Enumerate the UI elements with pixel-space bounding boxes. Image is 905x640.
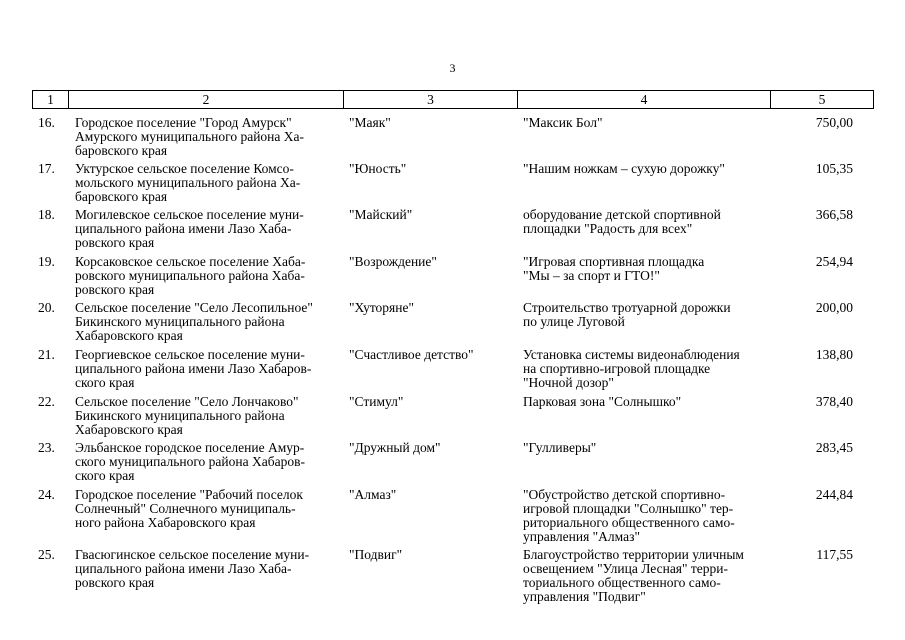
column-header-1: 1 — [33, 91, 69, 109]
row-number: 24. — [38, 487, 55, 502]
column-header-5: 5 — [771, 91, 874, 109]
settlement-name: Корсаковское сельское поселение Хаба- ровского муниципального района Хаба- ровского края — [75, 254, 306, 297]
tos-name: "Подвиг" — [349, 547, 403, 562]
tos-name: "Дружный дом" — [349, 440, 441, 455]
amount: 105,35 — [815, 161, 853, 176]
amount: 244,84 — [815, 487, 853, 502]
table-row — [0, 208, 905, 255]
column-header-row — [33, 91, 874, 109]
settlement-name: Георгиевское сельское поселение муни- ципального района имени Лазо Хабаров- ского края — [75, 347, 312, 390]
column-header-3: 3 — [344, 91, 518, 109]
tos-name: "Возрождение" — [349, 254, 437, 269]
settlement-name: Сельское поселение "Село Лесопильное" Бикинского муниципального района Хабаровского края — [75, 300, 313, 343]
table-row — [0, 488, 905, 548]
project-name: "Гулливеры" — [523, 440, 597, 455]
row-number: 23. — [38, 440, 55, 455]
row-number: 17. — [38, 161, 55, 176]
row-number: 19. — [38, 254, 55, 269]
project-name: "Обустройство детской спортивно- игровой площадки "Солнышко" тер- риториального общественного само- управления "Алмаз" — [523, 487, 735, 544]
tos-name: "Майский" — [349, 207, 413, 222]
settlement-name: Городское поселение "Город Амурск" Амурского муниципального района Ха- баровского края — [75, 115, 304, 158]
amount: 378,40 — [815, 394, 853, 409]
table-row — [0, 116, 905, 162]
table-row — [0, 301, 905, 348]
amount: 750,00 — [815, 115, 853, 130]
amount: 200,00 — [815, 300, 853, 315]
project-name: оборудование детской спортивной площадки "Радость для всех" — [523, 207, 721, 236]
tos-name: "Стимул" — [349, 394, 404, 409]
table-body — [0, 116, 905, 608]
column-header-4: 4 — [518, 91, 771, 109]
project-name: Строительство тротуарной дорожки по улице Луговой — [523, 300, 731, 329]
project-name: "Игровая спортивная площадка "Мы – за спорт и ГТО!" — [523, 254, 705, 283]
table-row — [0, 348, 905, 395]
row-number: 21. — [38, 347, 55, 362]
project-name: "Нашим ножкам – сухую дорожку" — [523, 161, 725, 176]
project-name: Благоустройство территории уличным освещением "Улица Лесная" терри- ториального общественного само- управления "Подвиг" — [523, 547, 744, 604]
row-number: 25. — [38, 547, 55, 562]
settlement-name: Городское поселение "Рабочий поселок Солнечный" Солнечного муниципаль- ного района Хабаровского края — [75, 487, 303, 530]
project-name: "Максик Бол" — [523, 115, 603, 130]
tos-name: "Счастливое детство" — [349, 347, 474, 362]
tos-name: "Хуторяне" — [349, 300, 414, 315]
amount: 117,55 — [816, 547, 853, 562]
amount: 254,94 — [815, 254, 853, 269]
table-row — [0, 548, 905, 608]
amount: 366,58 — [815, 207, 853, 222]
row-number: 16. — [38, 115, 55, 130]
table-row — [0, 395, 905, 441]
table-row — [0, 162, 905, 208]
page-number: 3 — [449, 61, 456, 75]
settlement-name: Уктурское сельское поселение Комсо- мольского муниципального района Ха- баровского края — [75, 161, 301, 204]
column-header-table — [32, 90, 874, 109]
row-number: 18. — [38, 207, 55, 222]
tos-name: "Алмаз" — [349, 487, 397, 502]
table-row — [0, 255, 905, 301]
row-number: 22. — [38, 394, 55, 409]
project-name: Парковая зона "Солнышко" — [523, 394, 682, 409]
settlement-name: Эльбанское городское поселение Амур- ского муниципального района Хабаров- ского края — [75, 440, 305, 483]
settlement-name: Гвасюгинское сельское поселение муни- ципального района имени Лазо Хаба- ровского края — [75, 547, 310, 590]
project-name: Установка системы видеонаблюдения на спортивно-игровой площадке "Ночной дозор" — [523, 347, 740, 390]
amount: 138,80 — [815, 347, 853, 362]
column-header-2: 2 — [69, 91, 344, 109]
amount: 283,45 — [815, 440, 853, 455]
row-number: 20. — [38, 300, 55, 315]
table-row — [0, 441, 905, 488]
settlement-name: Могилевское сельское поселение муни- ципального района имени Лазо Хаба- ровского края — [75, 207, 304, 250]
tos-name: "Маяк" — [349, 115, 391, 130]
tos-name: "Юность" — [349, 161, 407, 176]
settlement-name: Сельское поселение "Село Лончаково" Бикинского муниципального района Хабаровского края — [75, 394, 299, 437]
